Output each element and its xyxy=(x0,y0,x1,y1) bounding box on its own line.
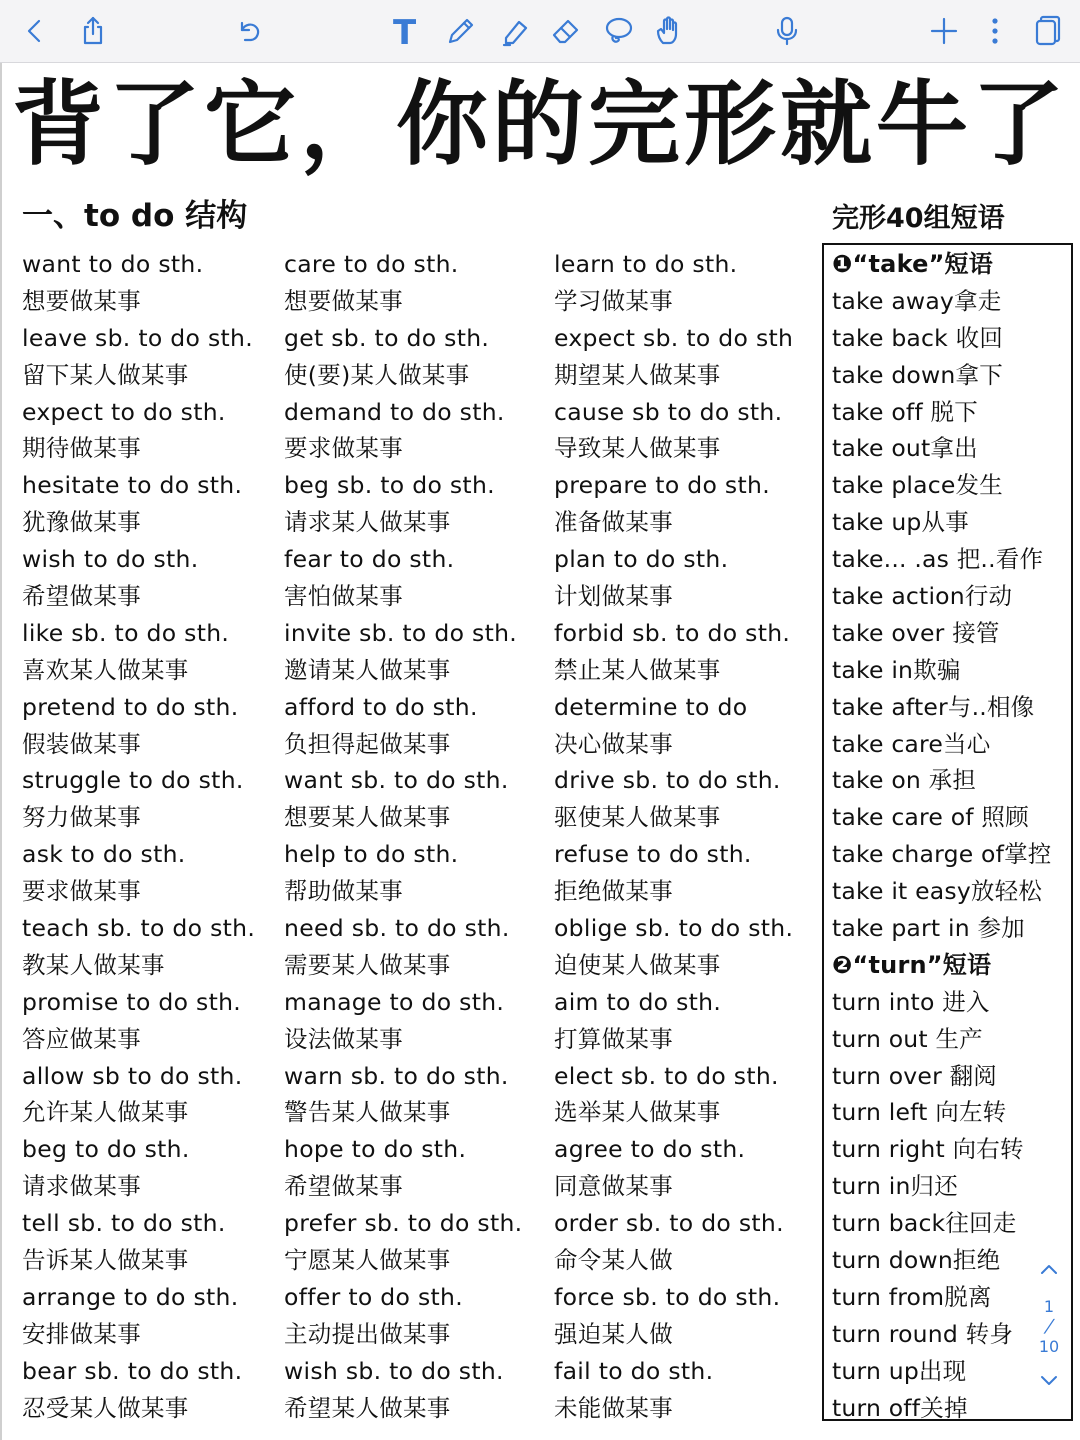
phrase-group-title: “take”短语 xyxy=(852,250,993,278)
phrase-chinese: 希望做某事 xyxy=(22,582,141,611)
phrase-chinese: 想要某人做某事 xyxy=(284,803,451,832)
phrase-english: want sb. to do sth. xyxy=(284,766,509,795)
phrase-chinese: 喜欢某人做某事 xyxy=(22,655,189,684)
phrase-chinese: 选举某人做某事 xyxy=(554,1098,721,1127)
phrase-item: turn round 转身 xyxy=(832,1319,1014,1348)
phrase-item: turn into 进入 xyxy=(832,987,990,1016)
phrase-english: help to do sth. xyxy=(284,840,459,869)
phrase-item: turn in归还 xyxy=(832,1172,958,1201)
phrase-item: take on 承担 xyxy=(832,766,977,795)
phrase-english: bear sb. to do sth. xyxy=(22,1356,243,1385)
phrase-chinese: 计划做某事 xyxy=(554,582,673,611)
phrase-english: beg to do sth. xyxy=(22,1135,190,1164)
more-icon xyxy=(978,14,1012,48)
phrase-item: turn over 翻阅 xyxy=(832,1061,997,1090)
total-page-number: 10 xyxy=(1038,1337,1060,1356)
phrase-chinese: 邀请某人做某事 xyxy=(284,655,451,684)
phrase-english: hesitate to do sth. xyxy=(22,471,243,500)
phrase-item: take over 接管 xyxy=(832,618,1000,647)
phrase-group-heading xyxy=(832,246,1051,283)
phrase-chinese: 设法做某事 xyxy=(284,1024,403,1053)
phrase-english: like sb. to do sth. xyxy=(22,618,230,647)
phrase-chinese: 犹豫做某事 xyxy=(22,508,141,537)
phrase-chinese: 导致某人做某事 xyxy=(554,434,721,463)
section-heading: 一、to do 结构 xyxy=(22,198,248,234)
phrase-group-heading xyxy=(832,947,1051,984)
phrase-english: allow sb to do sth. xyxy=(22,1061,243,1090)
phrase-column-3 xyxy=(554,246,793,1427)
phrase-chinese: 安排做某事 xyxy=(22,1319,141,1348)
phrase-chinese: 要求做某事 xyxy=(284,434,403,463)
phrase-chinese: 请求做某事 xyxy=(22,1172,141,1201)
phrase-item: take part in 参加 xyxy=(832,914,1025,943)
phrase-chinese: 忍受某人做某事 xyxy=(22,1393,189,1422)
phrase-chinese: 警告某人做某事 xyxy=(284,1098,451,1127)
phrase-item: take away拿走 xyxy=(832,286,1002,315)
phrase-english: need sb. to do sth. xyxy=(284,914,510,943)
page-down-button[interactable] xyxy=(1030,1365,1068,1397)
phrase-english: want to do sth. xyxy=(22,250,204,278)
more-button[interactable] xyxy=(974,10,1016,52)
phrase-english: wish to do sth. xyxy=(22,545,199,574)
phrase-item: take down拿下 xyxy=(832,360,1003,389)
phrase-chinese: 使(要)某人做某事 xyxy=(284,360,470,389)
phrase-english: prepare to do sth. xyxy=(554,471,770,500)
phrase-item: take off 脱下 xyxy=(832,397,978,426)
toolbar xyxy=(0,0,1080,63)
phrase-chinese: 打算做某事 xyxy=(554,1024,673,1053)
pen-icon xyxy=(444,14,478,48)
phrase-chinese: 答应做某事 xyxy=(22,1024,141,1053)
phrase-chinese: 希望某人做某事 xyxy=(284,1393,451,1422)
phrase-chinese: 未能做某事 xyxy=(554,1393,673,1422)
pages-button[interactable] xyxy=(1024,10,1066,52)
phrase-english: fail to do sth. xyxy=(554,1356,714,1385)
phrase-chinese: 允许某人做某事 xyxy=(22,1098,189,1127)
microphone-button[interactable] xyxy=(766,10,808,52)
phrase-english: learn to do sth. xyxy=(554,250,738,278)
phrase-english: determine to do xyxy=(554,692,748,721)
eraser-icon xyxy=(549,14,583,48)
phrase-item: take... .as 把..看作 xyxy=(832,545,1044,574)
phrase-column-2 xyxy=(284,246,522,1427)
microphone-icon xyxy=(770,14,804,48)
phrase-english: arrange to do sth. xyxy=(22,1282,239,1311)
phrase-chinese: 请求某人做某事 xyxy=(284,508,451,537)
phrase-chinese: 想要做某事 xyxy=(284,286,403,315)
current-page-number: 1 xyxy=(1043,1297,1055,1316)
phrase-english: warn sb. to do sth. xyxy=(284,1061,509,1090)
phrase-chinese: 教某人做某事 xyxy=(22,950,165,979)
phrase-chinese: 帮助做某事 xyxy=(284,877,403,906)
pen-tool-button[interactable] xyxy=(440,10,482,52)
phrase-english: force sb. to do sth. xyxy=(554,1282,781,1311)
phrase-english: invite sb. to do sth. xyxy=(284,618,518,647)
phrase-item: take place发生 xyxy=(832,471,1003,500)
svg-text:T: T xyxy=(393,14,417,48)
phrase-box-list xyxy=(832,246,1051,1427)
phrase-chinese: 期望某人做某事 xyxy=(554,360,721,389)
phrase-item: turn down拒绝 xyxy=(832,1246,1001,1275)
hand-icon xyxy=(652,14,686,48)
phrase-english: elect sb. to do sth. xyxy=(554,1061,779,1090)
phrase-english: care to do sth. xyxy=(284,250,459,278)
phrase-chinese: 需要某人做某事 xyxy=(284,950,451,979)
page-edge xyxy=(0,63,2,1440)
phrase-item: turn off关掉 xyxy=(832,1393,968,1422)
phrase-english: oblige sb. to do sth. xyxy=(554,914,794,943)
phrase-item: turn right 向右转 xyxy=(832,1135,1024,1164)
phrase-chinese: 学习做某事 xyxy=(554,286,673,315)
phrase-chinese: 要求做某事 xyxy=(22,877,141,906)
back-button[interactable] xyxy=(14,10,56,52)
phrase-item: take out拿出 xyxy=(832,434,978,463)
phrase-item: take action行动 xyxy=(832,582,1013,611)
add-page-button[interactable] xyxy=(923,10,965,52)
lasso-icon xyxy=(601,14,635,48)
phrase-chinese: 准备做某事 xyxy=(554,508,673,537)
phrase-item: take back 收回 xyxy=(832,323,1004,352)
phrase-chinese: 想要做某事 xyxy=(22,286,141,315)
phrase-chinese: 驱使某人做某事 xyxy=(554,803,721,832)
page-navigator xyxy=(1030,1255,1068,1415)
phrase-english: fear to do sth. xyxy=(284,545,455,574)
phrase-chinese: 留下某人做某事 xyxy=(22,360,189,389)
phrase-item: turn from脱离 xyxy=(832,1282,992,1311)
phrase-item: take up从事 xyxy=(832,508,969,537)
phrase-item: take charge of掌控 xyxy=(832,840,1052,869)
phrase-english: beg sb. to do sth. xyxy=(284,471,495,500)
chevron-up-icon xyxy=(1038,1259,1060,1281)
phrase-chinese: 努力做某事 xyxy=(22,803,141,832)
phrase-chinese: 害怕做某事 xyxy=(284,582,403,611)
phrase-chinese: 主动提出做某事 xyxy=(284,1319,451,1348)
phrase-english: offer to do sth. xyxy=(284,1282,463,1311)
phrase-english: manage to do sth. xyxy=(284,987,505,1016)
phrase-item: take care of 照顾 xyxy=(832,803,1029,832)
highlighter-icon xyxy=(498,14,532,48)
plus-icon xyxy=(927,14,961,48)
phrase-item: turn out 生产 xyxy=(832,1024,983,1053)
phrase-chinese: 强迫某人做 xyxy=(554,1319,673,1348)
undo-icon xyxy=(232,14,266,48)
phrase-group-title: “turn”短语 xyxy=(852,950,992,979)
phrase-chinese: 假装做某事 xyxy=(22,729,141,758)
undo-button[interactable] xyxy=(228,10,270,52)
chevron-left-icon xyxy=(18,14,52,48)
phrase-english: expect to do sth. xyxy=(22,397,226,426)
page-separator: / xyxy=(1042,1316,1057,1337)
phrase-chinese: 决心做某事 xyxy=(554,729,673,758)
eraser-tool-button[interactable] xyxy=(545,10,587,52)
text-tool-icon xyxy=(388,14,422,48)
phrase-english: afford to do sth. xyxy=(284,692,478,721)
phrase-column-1 xyxy=(22,246,255,1427)
phrase-english: ask to do sth. xyxy=(22,840,186,869)
page-title: 背了它，你的完形就牛了 xyxy=(11,71,1068,178)
pages-icon xyxy=(1028,14,1062,48)
phrase-chinese: 告诉某人做某事 xyxy=(22,1246,189,1275)
phrase-item: turn back往回走 xyxy=(832,1209,1017,1238)
phrase-english: hope to do sth. xyxy=(284,1135,467,1164)
phrase-english: plan to do sth. xyxy=(554,545,729,574)
phrase-english: expect sb. to do sth xyxy=(554,323,794,352)
phrase-item: turn up出现 xyxy=(832,1356,967,1385)
phrase-item: take after与..相像 xyxy=(832,692,1035,721)
chevron-down-icon xyxy=(1038,1369,1060,1391)
phrase-chinese: 宁愿某人做某事 xyxy=(284,1246,451,1275)
phrase-english: pretend to do sth. xyxy=(22,692,239,721)
phrase-chinese: 禁止某人做某事 xyxy=(554,655,721,684)
phrase-chinese: 拒绝做某事 xyxy=(554,877,673,906)
share-icon xyxy=(76,14,110,48)
phrase-item: turn left 向左转 xyxy=(832,1098,1007,1127)
hand-tool-button[interactable] xyxy=(648,10,690,52)
phrase-english: struggle to do sth. xyxy=(22,766,244,795)
phrase-english: demand to do sth. xyxy=(284,397,505,426)
phrase-chinese: 希望做某事 xyxy=(284,1172,403,1201)
phrase-english: order sb. to do sth. xyxy=(554,1209,784,1238)
phrase-english: drive sb. to do sth. xyxy=(554,766,781,795)
lasso-tool-button[interactable] xyxy=(597,10,639,52)
phrase-english: get sb. to do sth. xyxy=(284,323,490,352)
side-heading: 完形40组短语 xyxy=(832,203,1005,234)
phrase-english: tell sb. to do sth. xyxy=(22,1209,226,1238)
phrase-item: take in欺骗 xyxy=(832,655,961,684)
phrase-item: take care当心 xyxy=(832,729,991,758)
phrase-chinese: 同意做某事 xyxy=(554,1172,673,1201)
phrase-english: refuse to do sth. xyxy=(554,840,752,869)
number-bullet: ❷ xyxy=(832,950,853,979)
phrase-chinese: 负担得起做某事 xyxy=(284,729,451,758)
phrase-chinese: 期待做某事 xyxy=(22,434,141,463)
number-bullet: ❶ xyxy=(832,250,853,278)
phrase-english: wish sb. to do sth. xyxy=(284,1356,504,1385)
phrase-chinese: 命令某人做 xyxy=(554,1246,673,1275)
phrase-english: leave sb. to do sth. xyxy=(22,323,253,352)
page-up-button[interactable] xyxy=(1030,1255,1068,1287)
highlighter-tool-button[interactable] xyxy=(494,10,536,52)
phrase-english: aim to do sth. xyxy=(554,987,722,1016)
phrase-english: teach sb. to do sth. xyxy=(22,914,256,943)
share-button[interactable] xyxy=(72,10,114,52)
phrase-english: prefer sb. to do sth. xyxy=(284,1209,523,1238)
phrase-english: promise to do sth. xyxy=(22,987,242,1016)
phrase-english: agree to do sth. xyxy=(554,1135,746,1164)
phrase-chinese: 迫使某人做某事 xyxy=(554,950,721,979)
text-tool-button[interactable] xyxy=(384,10,426,52)
phrase-english: forbid sb. to do sth. xyxy=(554,618,791,647)
phrase-item: take it easy放轻松 xyxy=(832,877,1043,906)
phrase-english: cause sb to do sth. xyxy=(554,397,783,426)
